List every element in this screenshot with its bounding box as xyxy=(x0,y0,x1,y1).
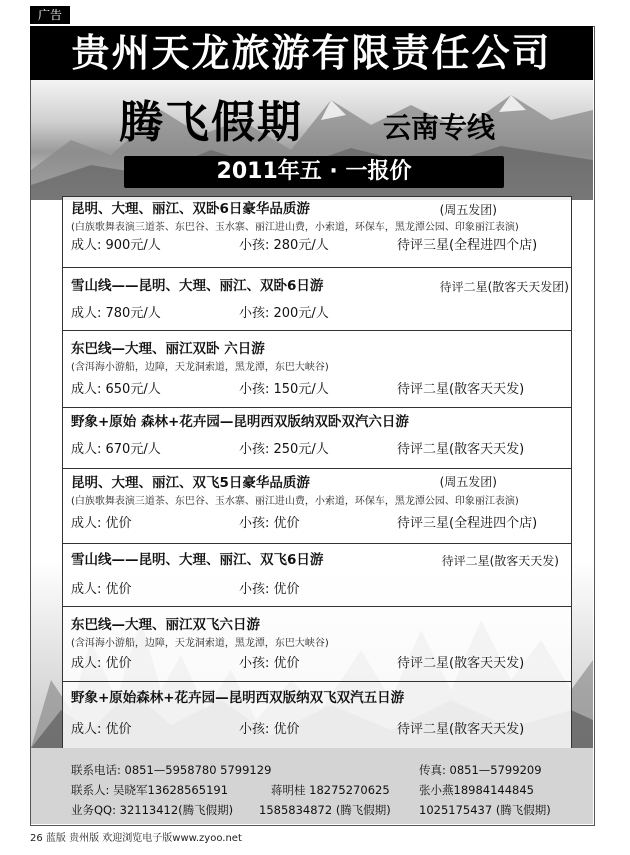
contact-person-1: 联系人: 吴晓军13628565191 xyxy=(71,783,229,797)
tour-tag: (周五发团) xyxy=(439,203,497,217)
tour-tag: (周五发团) xyxy=(439,475,497,489)
child-price: 小孩: 优价 xyxy=(239,582,300,597)
brand-title: 腾飞假期 xyxy=(119,97,303,148)
tour-rating: 待评二星(散客天天发) xyxy=(397,382,525,397)
tour-item xyxy=(62,268,572,331)
tour-rating: 待评二星(散客天天发) xyxy=(397,442,525,457)
tour-item xyxy=(62,331,572,408)
child-price: 小孩: 250元/人 xyxy=(239,442,329,457)
tour-tag: 待评二星(散客天天发) xyxy=(441,554,559,568)
price-title-bar: 2011年五 · 一报价 xyxy=(124,156,504,188)
child-price: 小孩: 200元/人 xyxy=(239,306,329,321)
tour-note: (含洱海小游船，边障，天龙洞索道，黑龙潭，东巴大峡谷) xyxy=(71,362,329,373)
tour-title: 雪山线——昆明、大理、丽江、双卧6日游 xyxy=(71,278,324,294)
tour-note: (白族歌舞表演三道茶、东巴谷、玉水寨、丽江进山费，小索道，环保车，黑龙潭公园、印象丽江表演) xyxy=(71,496,519,507)
child-price: 小孩: 优价 xyxy=(239,722,300,737)
adult-price: 成人: 优价 xyxy=(71,722,132,737)
tour-title: 昆明、大理、丽江、双卧6日豪华品质游 xyxy=(71,201,310,217)
tour-title: 昆明、大理、丽江、双飞5日豪华品质游 xyxy=(71,475,310,491)
contact-phone: 联系电话: 0851—5958780 5799129 xyxy=(71,763,272,777)
tour-rating: 待评二星(散客天天发) xyxy=(397,722,525,737)
tour-list xyxy=(62,196,572,753)
company-name: 贵州天龙旅游有限责任公司 xyxy=(30,26,593,80)
tour-title: 东巴线—大理、丽江双飞六日游 xyxy=(71,617,260,633)
tour-note: (含洱海小游船，边障，天龙洞索道，黑龙潭，东巴大峡谷) xyxy=(71,638,329,649)
tour-tag: 待评二星(散客天天发团) xyxy=(439,280,569,294)
contact-panel xyxy=(31,748,593,824)
contact-fax: 传真: 0851—5799209 xyxy=(419,763,542,777)
adult-price: 成人: 670元/人 xyxy=(71,442,161,457)
child-price: 小孩: 280元/人 xyxy=(239,238,329,253)
child-price: 小孩: 优价 xyxy=(239,656,300,671)
tour-item xyxy=(62,408,572,469)
route-line: 云南专线 xyxy=(383,111,496,144)
adult-price: 成人: 780元/人 xyxy=(71,306,161,321)
tour-title: 野象+原始森林+花卉园—昆明西双版纳双飞双汽五日游 xyxy=(71,690,405,706)
tour-item xyxy=(62,544,572,607)
contact-person-3: 张小燕18984144845 xyxy=(419,783,534,797)
tour-item xyxy=(62,607,572,682)
tour-title: 东巴线—大理、丽江双卧 六日游 xyxy=(71,341,265,357)
tour-item xyxy=(62,469,572,544)
tour-item xyxy=(62,682,572,753)
ad-label: 广告 xyxy=(30,6,70,24)
adult-price: 成人: 优价 xyxy=(71,582,132,597)
tour-rating: 待评三星(全程进四个店) xyxy=(397,238,538,253)
contact-person-2: 蒋明桂 18275270625 xyxy=(271,783,390,797)
child-price: 小孩: 150元/人 xyxy=(239,382,329,397)
adult-price: 成人: 650元/人 xyxy=(71,382,161,397)
adult-price: 成人: 优价 xyxy=(71,516,132,531)
child-price: 小孩: 优价 xyxy=(239,516,300,531)
adult-price: 成人: 900元/人 xyxy=(71,238,161,253)
tour-rating: 待评三星(全程进四个店) xyxy=(397,516,538,531)
page-footer: 26 蓝版 贵州版 欢迎浏览电子版www.zyoo.net xyxy=(30,833,242,844)
contact-qq-2: 1585834872 (腾飞假期) xyxy=(259,803,391,817)
contact-qq-3: 1025175437 (腾飞假期) xyxy=(419,803,551,817)
contact-qq-1: 业务QQ: 32113412(腾飞假期) xyxy=(71,803,234,817)
tour-note: (白族歌舞表演三道茶、东巴谷、玉水寨、丽江进山费，小索道，环保车，黑龙潭公园、印象丽江表演) xyxy=(71,222,519,233)
adult-price: 成人: 优价 xyxy=(71,656,132,671)
tour-rating: 待评二星(散客天天发) xyxy=(397,656,525,671)
tour-item xyxy=(62,196,572,268)
tour-title: 野象+原始 森林+花卉园—昆明西双版纳双卧双汽六日游 xyxy=(71,414,409,430)
tour-title: 雪山线——昆明、大理、丽江、双飞6日游 xyxy=(71,552,324,568)
